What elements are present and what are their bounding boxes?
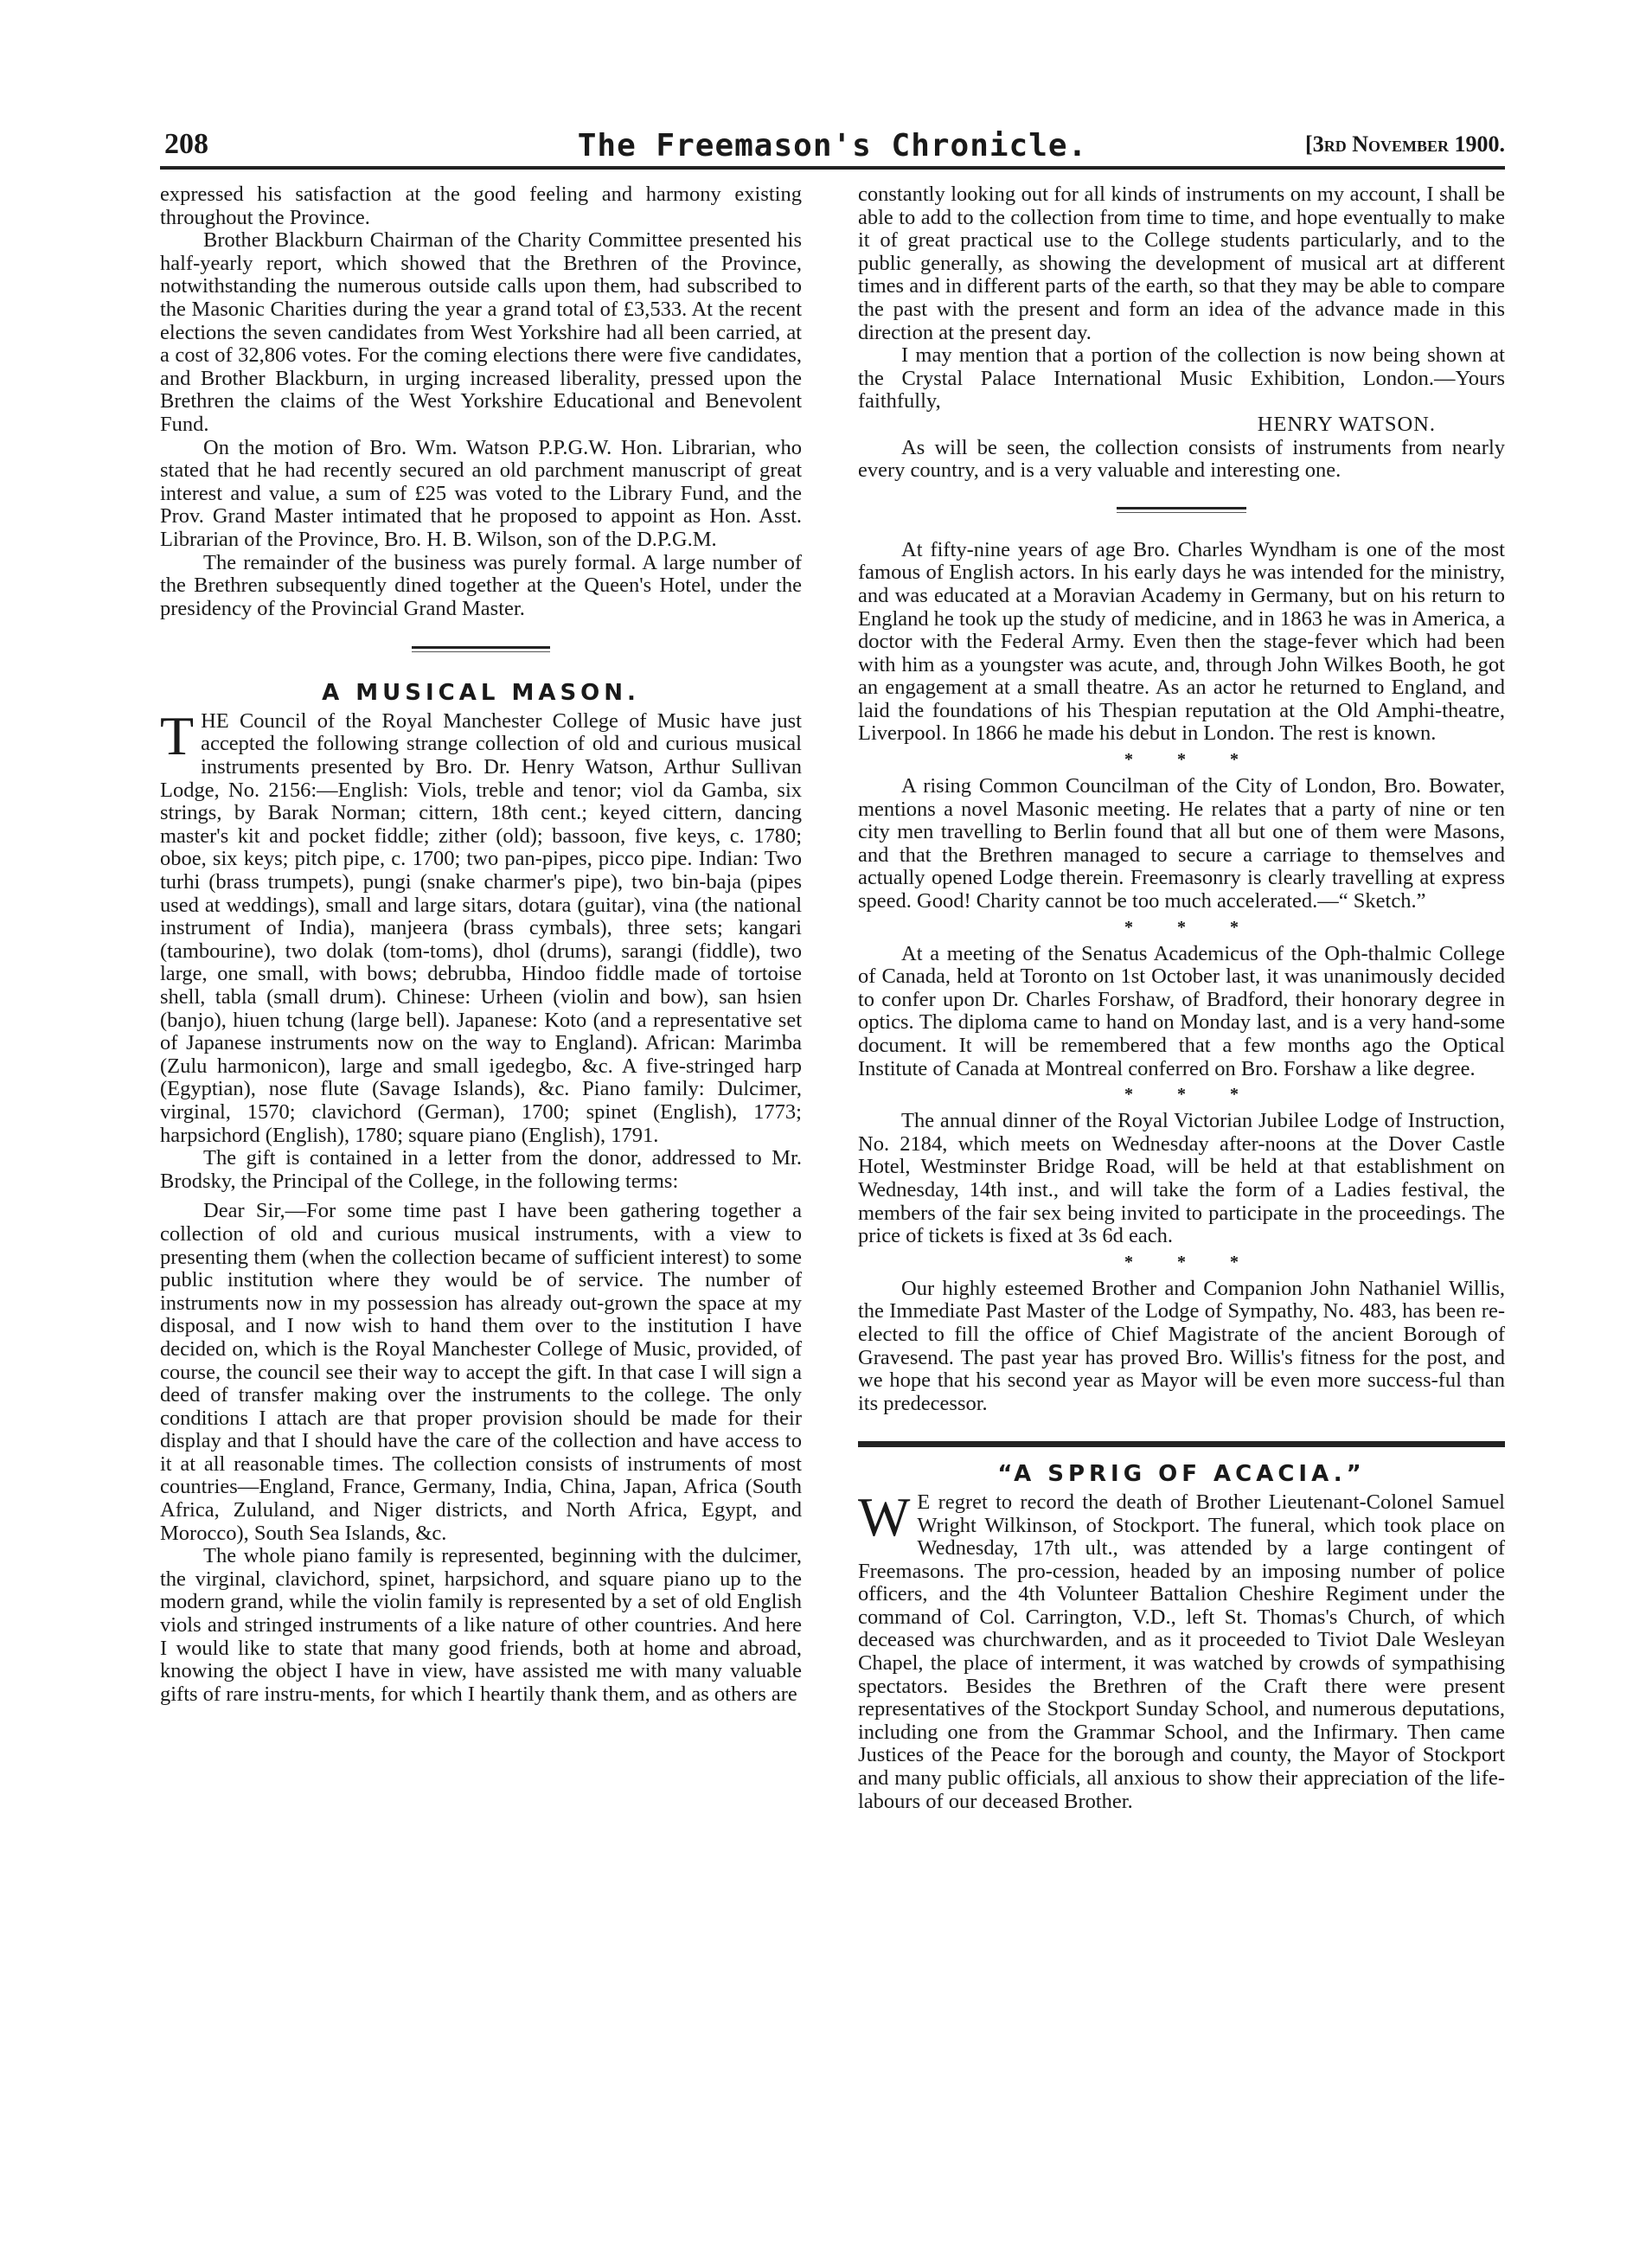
note-willis: Our highly esteemed Brother and Companion John Nathaniel Willis, the Immediate Past Master of the Lodge of Sympathy, No. 483, has been re-elected to fill the office of Chief Magistrate of the ancient Borough of Gravesend. The past year has proved Bro. Willis's fitness for the post, and we hope that his second year as Mayor will be even more success-ful than its predecessor.	[858, 1276, 1505, 1415]
issue-date: [3rd November 1900.	[1305, 131, 1505, 157]
paragraph: As will be seen, the collection consists of instruments from nearly every country, and is a very valuable and interesting one.	[858, 435, 1505, 483]
note-forshaw: At a meeting of the Senatus Academicus of the Oph-thalmic College of Canada, held at Toronto on 1st October last, it was unanimously decided to confer upon Dr. Charles Forshaw, of Bradford, their honorary degree in optics. The diploma came to hand on Monday last, and is a very hand-some document. It will be remembered that a few months ago the Optical Institute of Canada at Montreal conferred on Bro. Forshaw a like degree.	[858, 941, 1505, 1080]
note-wyndham: At fifty-nine years of age Bro. Charles Wyndham is one of the most famous of English actors. In his early days he was intended for the ministry, and was educated at a Moravian Academy in Germany, but on his return to England he took up the study of medicine, and in 1863 he was in America, a doctor with the Federal Army. Even then the stage-fever which had been with him as a youngster was acute, and, through John Wilkes Booth, he got an engagement at a small theatre. As an actor he returned to England, and laid the foundations of his Thespian reputation at the Old Amphi-theatre, Liverpool. In 1866 he made his debut in London. The rest is known.	[858, 537, 1505, 746]
section-rule	[858, 1441, 1505, 1447]
paragraph-text: HE Council of the Royal Manchester College of Music have just accepted the following strange collection of old and curious musical instruments presented by Bro. Dr. Henry Watson, Arthur Sullivan Lodge, No. 2156:—English: Viols, treble and tenor; viol da Gamba, six strings, by Barak Norman; cittern, 18th cent.; keyed cittern, dancing master's kit and pocket fiddle; zither (old); bassoon, five keys, c. 1780; oboe, six keys; pitch pipe, c. 1700; two pan-pipes, picco pipe. Indian: Two turhi (brass trumpets), pungi (snake charmer's pipe), two bin-baja (pipes used at weddings), small and large sitars, dotara (guitar), vina (the national instrument of India), manjeera (brass cymbals), three sets; kangari (tambourine), two dolak (tom-toms), dhol (drums), sarangi (fiddle), two large, one small, with bows; debrubba, Hindoo fiddle made of tortoise shell, tabla (small drum). Chinese: Urheen (violin and bow), san hsien (banjo), hiuen tchung (large bell). Japanese: Koto (and a representative set of Japanese instruments now on the way to England). African: Marimba (Zulu harmonicon), large and small igedegbo, &c. A five-stringed harp (Egyptian), nose flute (Savage Islands), &c. Piano family: Dulcimer, virginal, 1570; clavichord (German), 1700; spinet (English), 1773; harpsichord (English), 1780; square piano (English), 1791.	[160, 708, 802, 1147]
paragraph: The remainder of the business was purely formal. A large number of the Brethren subsequently dined together at the Queen's Hotel, under the presidency of the Provincial Grand Master.	[160, 550, 802, 620]
letter-signature: HENRY WATSON.	[1257, 412, 1436, 436]
section-divider	[1117, 507, 1246, 513]
article-lead-paragraph	[160, 704, 802, 1147]
header-rule	[160, 166, 1505, 170]
article-lead-paragraph	[858, 1485, 1505, 1813]
paragraph-text: E regret to record the death of Brother Lieutenant-Colonel Samuel Wright Wilkinson, of Stockport. The funeral, which took place on Wednesday, 17th ult., was attended by a large contingent of Freemasons. The pro-cession, headed by an imposing number of police officers, and the 4th Volunteer Battalion Cheshire Regiment under the command of Col. Carrington, V.D., left St. Thomas's Church, of which deceased was churchwarden, and as it proceeded to Tiviot Dale Wesleyan Chapel, the place of interment, it was watched by crowds of sympathising spectators. Besides the Brethren of the Craft there were present representatives of the Stockport Sunday School, and numerous deputations, including one from the Grammar School, and the Infirmary. Then came Justices of the Peace for the borough and county, the Mayor of Stockport and many public officials, all anxious to show their appreciation of the life-labours of our deceased Brother.	[858, 1490, 1505, 1813]
note-jubilee-lodge: The annual dinner of the Royal Victorian Jubilee Lodge of Instruction, No. 2184, which meets on Wednesday after-noons at the Dover Castle Hotel, Westminster Bridge Road, will be held at that establishment on Wednesday, 14th inst., and will take the form of a Ladies festival, the members of the fair sex being invited to participate in the proceedings. The price of tickets is fixed at 3s 6d each.	[858, 1109, 1505, 1248]
letter-paragraph: The whole piano family is represented, beginning with the dulcimer, the virginal, clavichord, spinet, harpsichord, and square piano up to the modern grand, while the violin family is represented by a set of old English viols and stringed instruments of a like nature of other countries. And here I would like to state that many good friends, both at home and abroad, knowing the object I have in view, have assisted me with many valuable gifts of rare instru-ments, for which I heartily thank them, and as others are	[160, 1544, 802, 1706]
asterism-separator: * * *	[1124, 1252, 1239, 1272]
right-column	[858, 183, 1505, 1813]
asterism-separator: * * *	[1124, 917, 1239, 937]
asterism-separator: * * *	[1124, 750, 1239, 770]
paragraph: On the motion of Bro. Wm. Watson P.P.G.W. Hon. Librarian, who stated that he had recently secured an old parchment manuscript of great interest and value, a sum of £25 was voted to the Library Fund, and the Prov. Grand Master intimated that he proposed to appoint as Hon. Asst. Librarian of the Province, Bro. H. B. Wilson, son of the D.P.G.M.	[160, 435, 802, 551]
letter-paragraph: constantly looking out for all kinds of instruments on my account, I shall be able to add to the collection from time to time, and hope eventually to make it of great practical use to the College students particularly, and to the public generally, as showing the development of musical art at different times and in different parts of the earth, so that they may be able to compare the past with the present and form an idea of the advance made in this direction at the present day.	[858, 183, 1505, 344]
letter-paragraph: Dear Sir,—For some time past I have been gathering together a collection of old and curious musical instruments, with a view to presenting them (when the collection became of sufficient interest) to some public institution where they would be of service. The number of instruments now in my possession has already out-grown the space at my disposal, and I now wish to hand them over to the institution I have decided on, which is the Royal Manchester College of Music, provided, of course, the council see their way to accept the gift. In that case I will sign a deed of transfer making over the instruments to the college. The only conditions I attach are that proper provision should be made for their display and that I should have the care of the collection and have access to it at all reasonable times. The collection consists of instruments of most countries—England, France, Germany, India, China, Japan, Africa (South Africa, Zululand, and Niger districts, and North Africa, Egypt, and Morocco), South Sea Islands, &c.	[160, 1199, 802, 1545]
note-bowater: A rising Common Councilman of the City of London, Bro. Bowater, mentions a novel Masonic meeting. He relates that a party of nine or ten city men travelling to Berlin found that all but one of them were Masons, and that the Brethren managed to secure a carriage to themselves and actually opened Lodge therein. Freemasonry is clearly travelling at express speed. Good! Charity cannot be too much accelerated.—“ Sketch.”	[858, 774, 1505, 913]
paragraph: expressed his satisfaction at the good feeling and harmony existing throughout the Province.	[160, 183, 802, 229]
drop-cap: T	[160, 704, 195, 766]
letter-paragraph: I may mention that a portion of the collection is now being shown at the Crystal Palace International Music Exhibition, London.—Yours faithfully,	[858, 343, 1505, 413]
section-divider	[412, 646, 550, 652]
article-title-sprig-of-acacia: “A SPRIG OF ACACIA.”	[997, 1461, 1366, 1488]
paragraph: The gift is contained in a letter from the donor, addressed to Mr. Brodsky, the Principal of the College, in the following terms:	[160, 1146, 802, 1193]
left-column	[160, 183, 802, 1706]
page-header	[160, 128, 1505, 166]
asterism-separator: * * *	[1124, 1085, 1239, 1105]
drop-cap: W	[858, 1485, 911, 1548]
paragraph: Brother Blackburn Chairman of the Charity Committee presented his half-yearly report, which showed that the Brethren of the Province, notwithstanding the numerous outside calls upon them, had subscribed to the Masonic Charities during the year a grand total of £3,533. At the recent elections the seven candidates from West Yorkshire had all been carried, at a cost of 32,806 votes. For the coming elections there were five candidates, and Brother Blackburn, in urging increased liberality, pressed upon the Brethren the claims of the West Yorkshire Educational and Benevolent Fund.	[160, 228, 802, 436]
masthead-title: The Freemason's Chronicle.	[577, 128, 1088, 163]
article-title-musical-mason: A MUSICAL MASON.	[322, 680, 640, 707]
page-number: 208	[164, 128, 208, 160]
